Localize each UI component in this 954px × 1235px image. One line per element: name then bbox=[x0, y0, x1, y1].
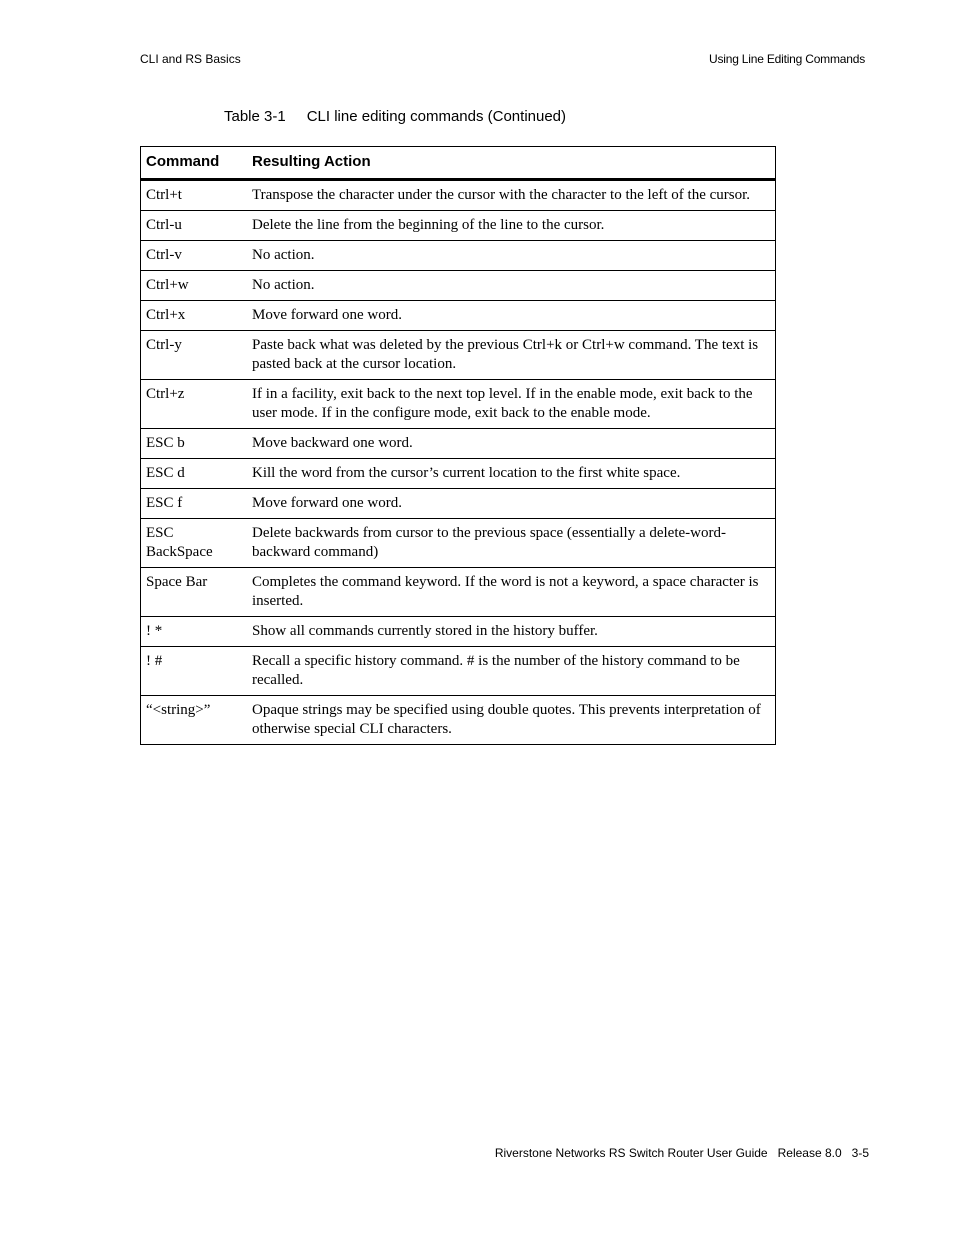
table-row bbox=[141, 459, 776, 489]
action-cell: Paste back what was deleted by the previous Ctrl+k or Ctrl+w command. The text is pasted back at the cursor location. bbox=[247, 331, 776, 380]
column-header-command: Command bbox=[141, 147, 248, 180]
command-cell: Ctrl-u bbox=[141, 211, 248, 241]
table-row bbox=[141, 180, 776, 211]
command-cell: ! # bbox=[141, 647, 248, 696]
table-row bbox=[141, 519, 776, 568]
running-header-left: CLI and RS Basics bbox=[140, 52, 241, 66]
action-cell: Delete the line from the beginning of the line to the cursor. bbox=[247, 211, 776, 241]
action-cell: Show all commands currently stored in the history buffer. bbox=[247, 617, 776, 647]
action-cell: No action. bbox=[247, 271, 776, 301]
table-row bbox=[141, 271, 776, 301]
page-footer: Riverstone Networks RS Switch Router User Guide Release 8.0 3-5 bbox=[494, 1146, 869, 1160]
command-cell: Space Bar bbox=[141, 568, 248, 617]
table-row bbox=[141, 647, 776, 696]
table-caption bbox=[224, 108, 566, 125]
table-header-row bbox=[141, 147, 776, 180]
command-cell: Ctrl-v bbox=[141, 241, 248, 271]
table-row bbox=[141, 489, 776, 519]
command-cell: Ctrl+w bbox=[141, 271, 248, 301]
action-cell: Recall a specific history command. # is the number of the history command to be recalled. bbox=[247, 647, 776, 696]
action-cell: If in a facility, exit back to the next top level. If in the enable mode, exit back to the user mode. If in the configure mode, exit back to the enable mode. bbox=[247, 380, 776, 429]
table-row bbox=[141, 211, 776, 241]
command-cell: ESC f bbox=[141, 489, 248, 519]
table-row bbox=[141, 568, 776, 617]
command-cell: ESC BackSpace bbox=[141, 519, 248, 568]
command-cell: Ctrl-y bbox=[141, 331, 248, 380]
running-header-right: Using Line Editing Commands bbox=[708, 52, 865, 66]
column-header-action: Resulting Action bbox=[247, 147, 776, 180]
action-cell: Transpose the character under the cursor with the character to the left of the cursor. bbox=[247, 180, 776, 211]
action-cell: Move forward one word. bbox=[247, 301, 776, 331]
table-row bbox=[141, 696, 776, 745]
table-row bbox=[141, 241, 776, 271]
command-cell: Ctrl+x bbox=[141, 301, 248, 331]
action-cell: Move backward one word. bbox=[247, 429, 776, 459]
cli-commands-table bbox=[140, 146, 776, 745]
action-cell: Completes the command keyword. If the word is not a keyword, a space character is inserted. bbox=[247, 568, 776, 617]
command-cell: ! * bbox=[141, 617, 248, 647]
action-cell: Move forward one word. bbox=[247, 489, 776, 519]
table-row bbox=[141, 617, 776, 647]
command-cell: “<string>” bbox=[141, 696, 248, 745]
command-cell: Ctrl+z bbox=[141, 380, 248, 429]
action-cell: Delete backwards from cursor to the previous space (essentially a delete-word-backward command) bbox=[247, 519, 776, 568]
table-row bbox=[141, 301, 776, 331]
table-row bbox=[141, 331, 776, 380]
table-number: Table 3-1 bbox=[224, 108, 286, 125]
table-row bbox=[141, 429, 776, 459]
command-cell: ESC b bbox=[141, 429, 248, 459]
action-cell: No action. bbox=[247, 241, 776, 271]
action-cell: Kill the word from the cursor’s current location to the first white space. bbox=[247, 459, 776, 489]
table-row bbox=[141, 380, 776, 429]
command-cell: ESC d bbox=[141, 459, 248, 489]
table-title: CLI line editing commands (Continued) bbox=[306, 108, 567, 125]
action-cell: Opaque strings may be specified using double quotes. This prevents interpretation of otherwise special CLI characters. bbox=[247, 696, 776, 745]
command-cell: Ctrl+t bbox=[141, 180, 248, 211]
